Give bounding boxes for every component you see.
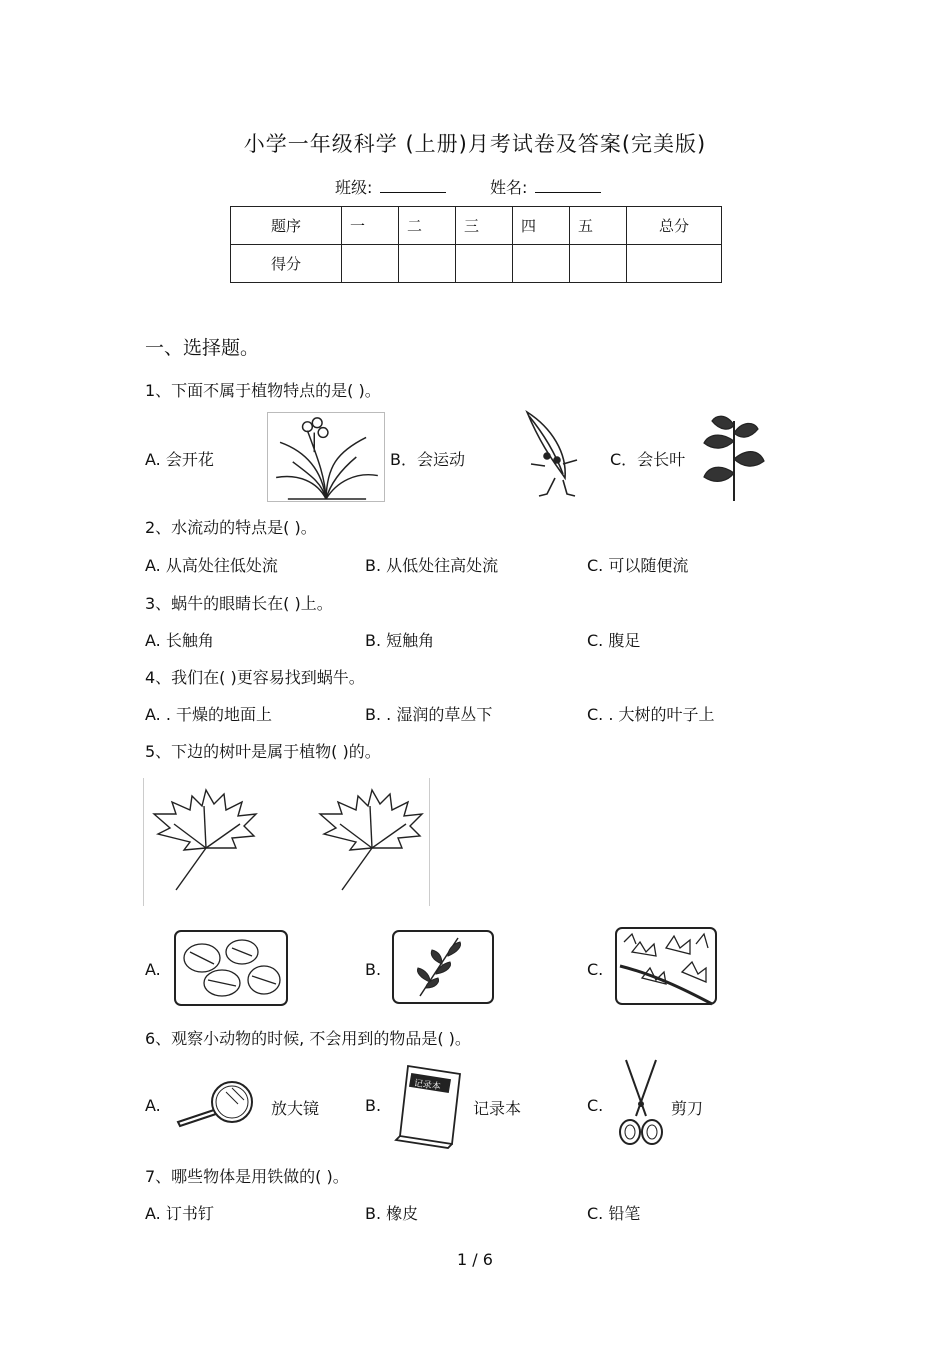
option-a[interactable]: A. 会开花 <box>145 450 214 469</box>
page-number: 1 / 6 <box>457 1250 493 1269</box>
option-c[interactable]: C. 铅笔 <box>587 1204 641 1223</box>
score-cell[interactable] <box>570 245 627 283</box>
option-b[interactable]: B．会运动 <box>390 450 465 469</box>
score-table <box>230 206 722 283</box>
broad-leaves-image <box>172 928 290 1008</box>
page-title: 小学一年级科学 (上册)月考试卷及答案(完美版) <box>243 132 707 156</box>
option-b[interactable]: B. <box>365 960 382 979</box>
question-4: 4、我们在( )更容易找到蜗牛。 <box>145 668 365 687</box>
name-label: 姓名: <box>490 178 528 197</box>
question-6: 6、观察小动物的时候, 不会用到的物品是( )。 <box>145 1029 471 1048</box>
class-field <box>335 175 446 198</box>
option-a[interactable]: A. 订书钉 <box>145 1204 214 1223</box>
option-b[interactable]: B. 橡皮 <box>365 1204 419 1223</box>
leafy-plant-image <box>696 411 768 503</box>
option-label-magnifier: 放大镜 <box>271 1099 320 1118</box>
option-c[interactable]: C. <box>587 960 604 979</box>
option-a[interactable]: A. <box>145 1096 161 1115</box>
option-b[interactable]: B. . 湿润的草丛下 <box>365 705 493 724</box>
score-cell[interactable] <box>513 245 570 283</box>
header-cell: 四 <box>513 207 570 245</box>
notebook-image <box>390 1060 472 1150</box>
score-table-header-row <box>231 207 722 245</box>
scissors-image <box>612 1056 670 1150</box>
option-b[interactable]: B. 从低处往高处流 <box>365 556 499 575</box>
question-7: 7、哪些物体是用铁做的( )。 <box>145 1167 349 1186</box>
option-c[interactable]: C. 腹足 <box>587 631 641 650</box>
option-label-notebook: 记录本 <box>473 1099 522 1118</box>
walking-leaf-image <box>517 408 587 502</box>
score-cell[interactable] <box>627 245 722 283</box>
notebook-cover-text: 记录本 <box>413 1078 442 1093</box>
class-blank[interactable] <box>380 178 446 193</box>
score-table-score-row <box>231 245 722 283</box>
flower-plant-image <box>267 412 385 502</box>
question-3: 3、蜗牛的眼睛长在( )上。 <box>145 594 333 613</box>
question-2: 2、水流动的特点是( )。 <box>145 518 317 537</box>
option-c[interactable]: C. <box>587 1096 604 1115</box>
narrow-leaves-image <box>390 928 496 1008</box>
section-title: 一、选择题。 <box>145 337 260 359</box>
header-cell: 一 <box>342 207 399 245</box>
name-blank[interactable] <box>535 178 601 193</box>
class-label: 班级: <box>335 178 373 197</box>
option-c[interactable]: C．会长叶 <box>610 450 686 469</box>
score-cell[interactable] <box>399 245 456 283</box>
option-c[interactable]: C. . 大树的叶子上 <box>587 705 715 724</box>
header-cell: 五 <box>570 207 627 245</box>
header-cell: 二 <box>399 207 456 245</box>
option-a[interactable]: A. 长触角 <box>145 631 214 650</box>
option-a[interactable]: A. 从高处往低处流 <box>145 556 278 575</box>
question-1: 1、下面不属于植物特点的是( )。 <box>145 381 381 400</box>
option-b[interactable]: B. 短触角 <box>365 631 435 650</box>
branch-leaves-image <box>612 922 720 1010</box>
name-field <box>490 175 601 198</box>
option-a[interactable]: A. . 干燥的地面上 <box>145 705 273 724</box>
row-label: 得分 <box>231 245 342 283</box>
magnifying-glass-image <box>172 1076 270 1132</box>
question-5: 5、下边的树叶是属于植物( )的。 <box>145 742 381 761</box>
option-b[interactable]: B. <box>365 1096 382 1115</box>
option-a[interactable]: A. <box>145 960 161 979</box>
score-cell[interactable] <box>456 245 513 283</box>
header-cell: 题序 <box>231 207 342 245</box>
maple-leaves-image <box>143 778 430 906</box>
option-c[interactable]: C. 可以随便流 <box>587 556 689 575</box>
score-cell[interactable] <box>342 245 399 283</box>
option-label-scissors: 剪刀 <box>671 1099 704 1118</box>
header-cell: 总分 <box>627 207 722 245</box>
header-cell: 三 <box>456 207 513 245</box>
